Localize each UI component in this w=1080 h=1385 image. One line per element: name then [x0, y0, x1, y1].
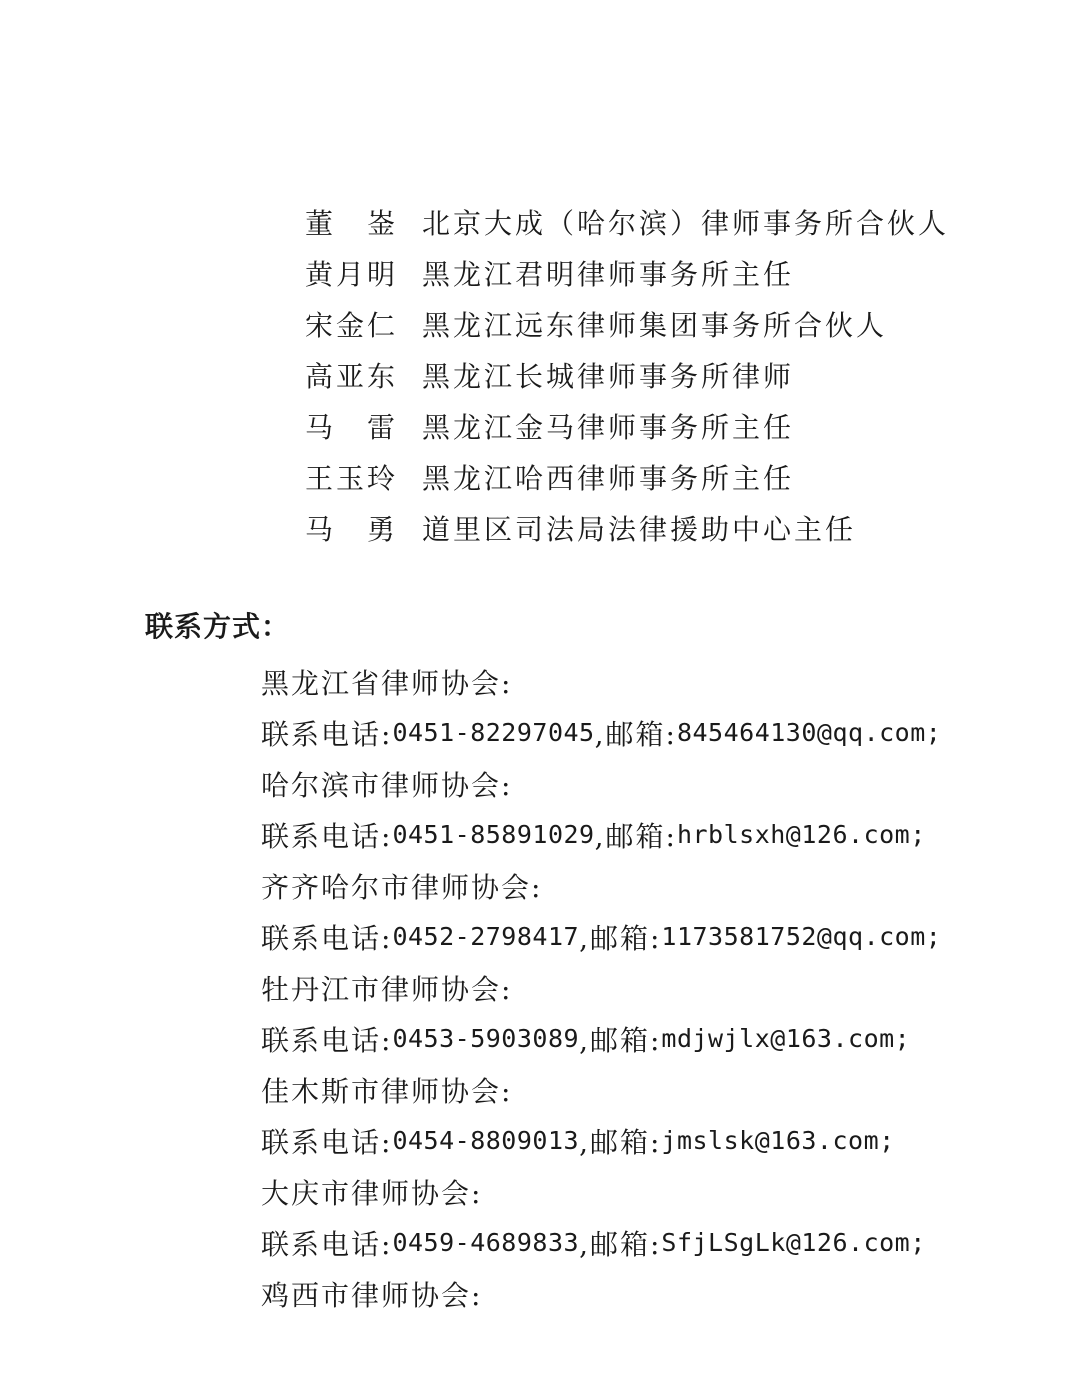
phone-number: 0451-85891029	[392, 820, 595, 849]
contact-heading: 联系方式：	[145, 610, 291, 643]
association-name: 牡丹江市律师协会:	[261, 972, 513, 1006]
association-name: 佳木斯市律师协会:	[261, 1074, 513, 1108]
phone-label: 联系电话:	[261, 1125, 393, 1159]
member-row	[305, 502, 1045, 553]
member-title: 黑龙江长城律师事务所律师	[422, 359, 795, 393]
email-label: ,邮箱:	[579, 921, 662, 955]
member-title: 北京大成（哈尔滨）律师事务所合伙人	[422, 206, 950, 240]
association-name: 哈尔滨市律师协会:	[261, 768, 513, 802]
contact-details	[261, 911, 1041, 962]
contact-details	[261, 1217, 1041, 1268]
member-name: 董 崟	[305, 206, 399, 240]
member-row	[305, 451, 1045, 502]
email-address: mdjwjlx@163.com;	[661, 1024, 911, 1053]
phone-number: 0451-82297045	[392, 718, 595, 747]
member-title: 黑龙江君明律师事务所主任	[422, 257, 795, 291]
contact-details	[261, 1013, 1041, 1064]
phone-number: 0453-5903089	[392, 1024, 580, 1053]
email-address: SfjLSgLk@126.com;	[661, 1228, 926, 1257]
phone-number: 0452-2798417	[392, 922, 580, 951]
contact-list	[261, 656, 1041, 1319]
member-list	[305, 196, 1045, 553]
member-name: 王玉玲	[305, 461, 399, 495]
email-label: ,邮箱:	[594, 717, 677, 751]
phone-label: 联系电话:	[261, 921, 393, 955]
email-label: ,邮箱:	[594, 819, 677, 853]
phone-label: 联系电话:	[261, 1227, 393, 1261]
member-row	[305, 196, 1045, 247]
member-title: 黑龙江哈西律师事务所主任	[422, 461, 795, 495]
member-name: 马 雷	[305, 410, 399, 444]
phone-label: 联系电话:	[261, 1023, 393, 1057]
email-address: jmslsk@163.com;	[661, 1126, 895, 1155]
association-name: 黑龙江省律师协会:	[261, 666, 513, 700]
member-row	[305, 349, 1045, 400]
member-title: 黑龙江远东律师集团事务所合伙人	[422, 308, 888, 342]
member-row	[305, 400, 1045, 451]
phone-label: 联系电话:	[261, 717, 393, 751]
contact-details	[261, 707, 1041, 758]
member-row	[305, 298, 1045, 349]
association-name: 大庆市律师协会:	[261, 1176, 483, 1210]
member-title: 道里区司法局法律援助中心主任	[422, 512, 857, 546]
member-title: 黑龙江金马律师事务所主任	[422, 410, 795, 444]
phone-label: 联系电话:	[261, 819, 393, 853]
phone-number: 0459-4689833	[392, 1228, 580, 1257]
association-name: 齐齐哈尔市律师协会:	[261, 870, 543, 904]
email-label: ,邮箱:	[579, 1125, 662, 1159]
contact-details	[261, 1115, 1041, 1166]
contact-details	[261, 809, 1041, 860]
email-address: 845464130@qq.com;	[676, 718, 942, 747]
member-name: 黄月明	[305, 257, 399, 291]
email-address: 1173581752@qq.com;	[661, 922, 942, 951]
phone-number: 0454-8809013	[392, 1126, 580, 1155]
member-name: 宋金仁	[305, 308, 399, 342]
association-name: 鸡西市律师协会:	[261, 1278, 483, 1312]
email-address: hrblsxh@126.com;	[676, 820, 926, 849]
email-label: ,邮箱:	[579, 1227, 662, 1261]
member-row	[305, 247, 1045, 298]
member-name: 高亚东	[305, 359, 399, 393]
member-name: 马 勇	[305, 512, 399, 546]
email-label: ,邮箱:	[579, 1023, 662, 1057]
